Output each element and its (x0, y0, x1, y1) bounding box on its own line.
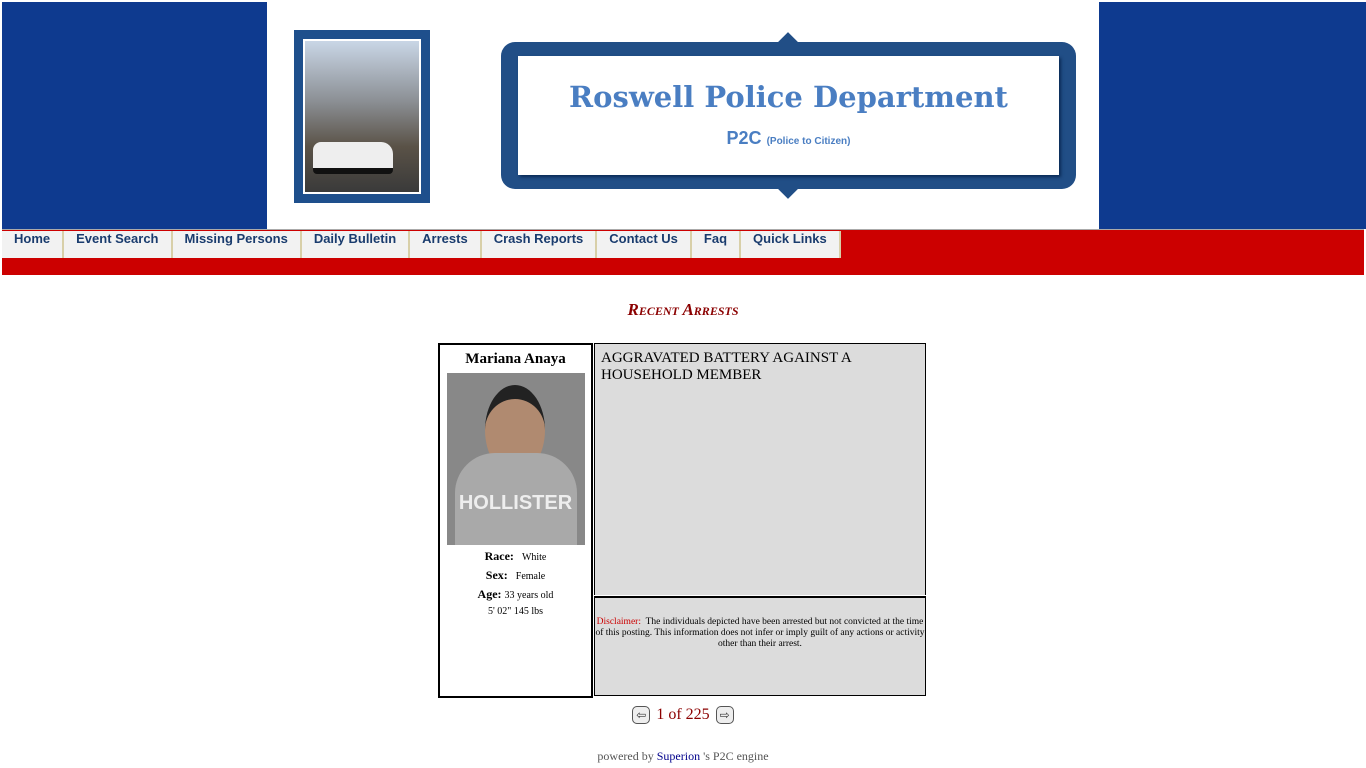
sex-row: Sex: Female (485, 568, 546, 582)
nav-missing-persons[interactable]: Missing Persons (173, 231, 302, 258)
next-arrow-icon[interactable]: ⇨ (716, 706, 734, 724)
header-band-right (1099, 2, 1366, 229)
header-band-left (2, 2, 267, 229)
station-photo (294, 30, 430, 203)
offense-text: AGGRAVATED BATTERY AGAINST A HOUSEHOLD MEMBER (594, 343, 926, 595)
pager-text: 1 of 225 (656, 706, 710, 723)
superion-link[interactable]: Superion (656, 749, 701, 763)
prev-arrow-icon[interactable]: ⇦ (632, 706, 650, 724)
nav-arrests[interactable]: Arrests (410, 231, 482, 258)
arrestee-card (438, 343, 593, 698)
race-row: Race: White (484, 549, 547, 563)
mugshot: HOLLISTER (447, 373, 585, 545)
nav-quick-links[interactable]: Quick Links (741, 231, 841, 258)
nav-daily-bulletin[interactable]: Daily Bulletin (302, 231, 410, 258)
site-title: Roswell Police Department (569, 80, 1008, 114)
page-title: Recent Arrests (627, 300, 739, 319)
pager (0, 706, 1366, 724)
disclaimer: Disclaimer: The individuals depicted have been arrested but not convicted at the time of this posting. This information does not infer or imply guilt of any actions or activity other than their arrest. (594, 596, 926, 696)
nav-contact-us[interactable]: Contact Us (597, 231, 692, 258)
site-subtitle: P2C (Police to Citizen) (726, 128, 851, 148)
nav-faq[interactable]: Faq (692, 231, 741, 258)
nav-crash-reports[interactable]: Crash Reports (482, 231, 598, 258)
arrestee-name: Mariana Anaya (465, 351, 566, 367)
footer: powered by Superion 's P2C engine (597, 749, 769, 763)
main-nav (2, 229, 1364, 275)
nav-event-search[interactable]: Event Search (64, 231, 172, 258)
height-weight: 5' 02" 145 lbs (487, 606, 544, 617)
header-banner (501, 42, 1076, 189)
police-car-image (313, 142, 393, 174)
age-row: Age: 33 years old (477, 587, 554, 601)
nav-home[interactable]: Home (2, 231, 64, 258)
